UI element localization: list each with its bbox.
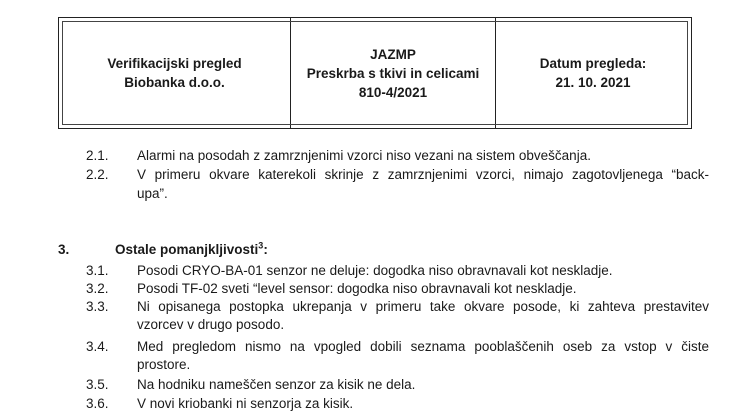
header-subject: Preskrba s tkivi in celicami [306, 65, 480, 81]
header-reference-number: 810-4/2021 [358, 84, 428, 100]
item-number: 3.1. [86, 263, 109, 278]
item-text: V primeru okvare katerekoli skrinje z zamrznjenimi vzorci, nimajo zagotovljenega “back- [137, 167, 709, 182]
item-text: Med pregledom nismo na vpogled dobili seznama pooblaščenih oseb za vstop v čiste [137, 339, 709, 354]
header-organization: Biobanka d.o.o. [124, 75, 225, 90]
section-title [115, 241, 268, 258]
item-text: prostore. [137, 357, 191, 372]
header-cell-inspection [59, 18, 291, 128]
item-number: 3.4. [86, 339, 109, 354]
item-text: Posodi CRYO-BA-01 senzor ne deluje: dogodka niso obravnavali kot neskladje. [137, 263, 613, 278]
document-header-table [58, 17, 692, 129]
item-text: Posodi TF-02 sveti “level sensor: dogodka niso obravnavali kot neskladje. [137, 281, 577, 296]
section-title-colon: : [263, 242, 268, 257]
item-text: Alarmi na posodah z zamrznjenimi vzorci niso vezani na sistem obveščanja. [137, 148, 591, 163]
header-agency: JAZMP [370, 46, 416, 62]
item-number: 3.2. [86, 281, 109, 296]
item-number: 3.5. [86, 377, 109, 392]
item-text: vzorcev v drugo posodo. [137, 317, 285, 332]
item-text: Ni opisanega postopka ukrepanja v primeru take okvare posode, ki zahteva prestavitev [137, 299, 709, 314]
header-date-value: 21. 10. 2021 [555, 75, 631, 90]
header-cell-agency [291, 18, 496, 128]
item-number: 3.6. [86, 396, 109, 411]
item-text: Na hodniku nameščen senzor za kisik ne dela. [137, 377, 416, 392]
item-number: 2.1. [86, 148, 109, 163]
item-text: V novi kriobanki ni senzorja za kisik. [137, 396, 354, 411]
section-title-text: Ostale pomanjkljivosti [115, 242, 259, 257]
item-text: upa”. [137, 186, 168, 201]
header-cell-date [496, 18, 690, 128]
header-inspection-title: Verifikacijski pregled [107, 56, 242, 71]
item-number: 3.3. [86, 299, 109, 314]
section-number: 3. [58, 242, 70, 257]
header-date-label: Datum pregleda: [539, 56, 647, 71]
footnote-marker: 3 [258, 240, 264, 251]
item-number: 2.2. [86, 167, 109, 182]
